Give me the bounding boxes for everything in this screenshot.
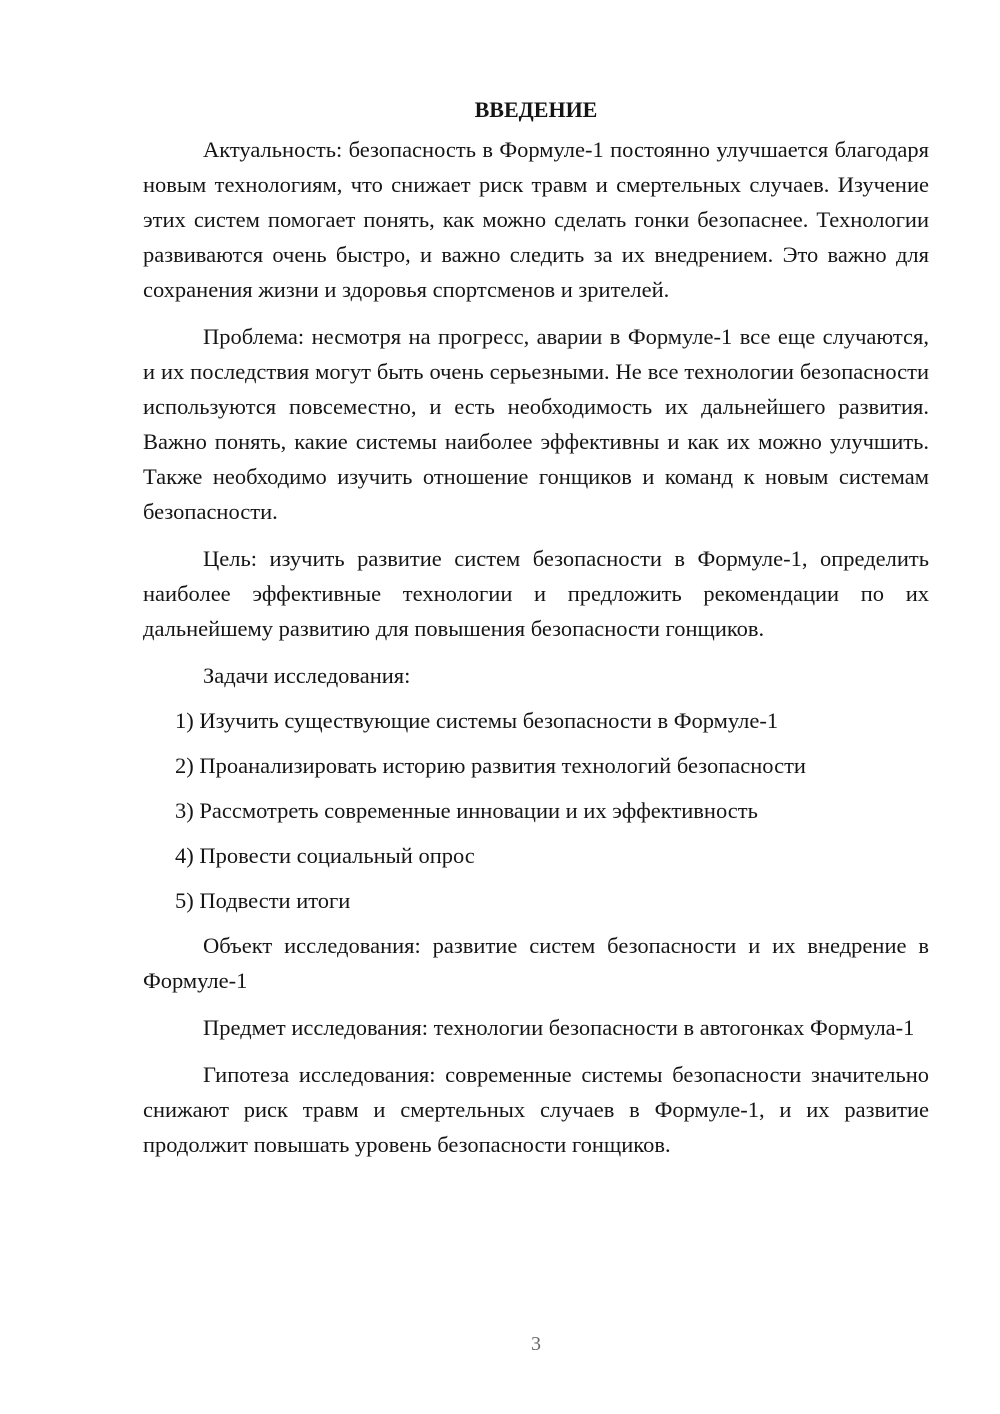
task-item: 3) Рассмотреть современные инновации и их эффективность [175,798,758,823]
object-paragraph: Объект исследования: развитие систем безопасности и их внедрение в Формуле-1 [143,933,929,993]
relevance-paragraph: Актуальность: безопасность в Формуле-1 постоянно улучшается благодаря новым технологиям, что снижает риск травм и смертельных случаев. Изучение этих систем помогает понять, как можно сделать гонки безопаснее. Технологии развиваются очень быстро, и важно следить за их внедрением. Это важно для сохранения жизни и здоровья спортсменов и зрителей. [143,137,929,302]
goal-paragraph: Цель: изучить развитие систем безопасности в Формуле-1, определить наиболее эффективные технологии и предложить рекомендации по их дальнейшему развитию для повышения безопасности гонщиков. [143,546,929,641]
task-item: 5) Подвести итоги [175,888,351,913]
page-content [143,92,929,1162]
section-title: ВВЕДЕНИЕ [474,97,598,122]
page-number: 3 [531,1333,541,1355]
hypothesis-paragraph: Гипотеза исследования: современные системы безопасности значительно снижают риск травм и смертельных случаев в Формуле-1, и их развитие продолжит повышать уровень безопасности гонщиков. [143,1062,929,1157]
task-item: 2) Проанализировать историю развития технологий безопасности [175,753,806,778]
tasks-heading: Задачи исследования: [203,663,411,688]
task-item: 4) Провести социальный опрос [175,843,475,868]
problem-paragraph: Проблема: несмотря на прогресс, аварии в Формуле-1 все еще случаются, и их последствия могут быть очень серьезными. Не все технологии безопасности используются повсеместно, и есть необходимость их дальнейшего развития. Важно понять, какие системы наиболее эффективны и как их можно улучшить. Также необходимо изучить отношение гонщиков и команд к новым системам безопасности. [143,324,929,524]
task-list [143,703,929,918]
task-item: 1) Изучить существующие системы безопасности в Формуле-1 [175,708,779,733]
subject-paragraph: Предмет исследования: технологии безопасности в автогонках Формула-1 [203,1015,915,1040]
